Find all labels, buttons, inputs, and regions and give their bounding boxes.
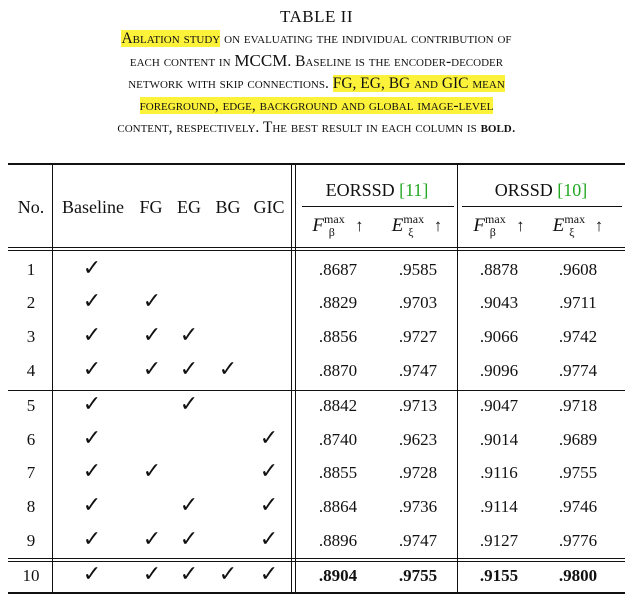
metric-value: .9736 xyxy=(398,497,438,516)
metric-value: .9747 xyxy=(398,361,438,380)
row-number: 5 xyxy=(26,396,36,415)
metric-eorssd-f: $F^{max}_\beta$ ↑ xyxy=(312,212,364,239)
best-rule-1 xyxy=(8,558,625,559)
metric-value: .9127 xyxy=(479,531,519,550)
check-icon: ✓ xyxy=(82,459,102,484)
caption-line-1: Ablation study on evaluating the individual contribution of xyxy=(121,30,512,47)
metric-value: .9755 xyxy=(398,566,438,585)
mccm-term: MCCM xyxy=(234,51,288,70)
arrow-up-icon: ↑ xyxy=(433,216,443,235)
col-rule-no xyxy=(52,165,53,593)
check-icon: ✓ xyxy=(82,256,102,281)
check-icon: ✓ xyxy=(82,493,102,518)
check-icon: ✓ xyxy=(82,426,102,451)
check-icon: ✓ xyxy=(259,493,279,518)
metric-value: .8878 xyxy=(479,260,519,279)
check-icon: ✓ xyxy=(218,357,238,382)
check-icon: ✓ xyxy=(179,527,199,552)
check-icon: ✓ xyxy=(259,426,279,451)
check-icon: ✓ xyxy=(142,562,162,587)
row-number: 9 xyxy=(26,531,36,550)
arrow-up-icon: ↑ xyxy=(594,216,604,235)
header-no: No. xyxy=(17,197,45,217)
metric-value: .8864 xyxy=(318,497,358,516)
metric-value: .9703 xyxy=(398,293,438,312)
caption-line-3: network with skip connections. FG, EG, BG and GIC mean xyxy=(128,75,505,92)
check-icon: ✓ xyxy=(259,527,279,552)
metric-value: .9728 xyxy=(398,463,438,482)
col-rule-dataset xyxy=(457,165,458,593)
subheader-rule-orssd xyxy=(462,206,622,207)
metric-value: .9742 xyxy=(558,327,598,346)
metric-eorssd-e: $E^{max}_\xi$ ↑ xyxy=(391,212,443,239)
check-icon: ✓ xyxy=(82,323,102,348)
metric-value: .9713 xyxy=(398,396,438,415)
row-number: 10 xyxy=(22,566,40,585)
metric-value: .8904 xyxy=(318,566,358,585)
check-icon: ✓ xyxy=(142,289,162,314)
header-baseline: Baseline xyxy=(62,197,124,217)
check-icon: ✓ xyxy=(142,527,162,552)
metric-value: .9155 xyxy=(479,566,519,585)
header-bg: BG xyxy=(215,197,241,217)
metric-value: .9689 xyxy=(558,430,598,449)
header-rule-2 xyxy=(8,250,625,251)
top-rule xyxy=(8,163,625,165)
row-number: 6 xyxy=(26,430,36,449)
check-icon: ✓ xyxy=(179,392,199,417)
metric-value: .9718 xyxy=(558,396,598,415)
metric-value: .9116 xyxy=(480,463,518,482)
metric-value: .9774 xyxy=(558,361,598,380)
metric-value: .9043 xyxy=(479,293,519,312)
metric-value: .8687 xyxy=(318,260,358,279)
metric-value: .9623 xyxy=(398,430,438,449)
check-icon: ✓ xyxy=(142,357,162,382)
check-icon: ✓ xyxy=(179,493,199,518)
row-number: 4 xyxy=(26,361,36,380)
orssd-citation: [10] xyxy=(557,180,588,200)
metric-value: .8842 xyxy=(318,396,358,415)
check-icon: ✓ xyxy=(259,562,279,587)
header-fg: FG xyxy=(139,197,163,217)
eorssd-citation: [11] xyxy=(399,180,429,200)
col-rule-config-2 xyxy=(295,165,296,593)
metric-value: .9746 xyxy=(558,497,598,516)
metric-value: .8855 xyxy=(318,463,358,482)
bottom-rule xyxy=(8,592,625,594)
check-icon: ✓ xyxy=(82,562,102,587)
check-icon: ✓ xyxy=(82,357,102,382)
table-label: TABLE II xyxy=(280,7,353,26)
metric-value: .9585 xyxy=(398,260,438,279)
metric-value: .8896 xyxy=(318,531,358,550)
header-eg: EG xyxy=(177,197,201,217)
check-icon: ✓ xyxy=(82,392,102,417)
metric-value: .9066 xyxy=(479,327,519,346)
metric-value: .9776 xyxy=(558,531,598,550)
metric-value: .9800 xyxy=(558,566,598,585)
header-gic: GIC xyxy=(253,197,285,217)
check-icon: ✓ xyxy=(142,323,162,348)
arrow-up-icon: ↑ xyxy=(516,216,525,235)
check-icon: ✓ xyxy=(142,459,162,484)
check-icon: ✓ xyxy=(179,323,199,348)
metric-value: .9755 xyxy=(558,463,598,482)
arrow-up-icon: ↑ xyxy=(355,216,364,235)
check-icon: ✓ xyxy=(179,357,199,382)
group-rule xyxy=(8,390,625,391)
caption-highlight-definitions: foreground, edge, background and global image-level xyxy=(139,97,494,114)
row-number: 1 xyxy=(26,260,36,279)
row-number: 7 xyxy=(26,463,36,482)
metric-value: .9608 xyxy=(558,260,598,279)
metric-value: .8829 xyxy=(318,293,358,312)
header-orssd: ORSSD [10] xyxy=(494,180,588,200)
metric-orssd-f: $F^{max}_\beta$ ↑ xyxy=(473,212,525,239)
metric-value: .9096 xyxy=(479,361,519,380)
metric-value: .8870 xyxy=(318,361,358,380)
metric-value: .8740 xyxy=(318,430,358,449)
row-number: 8 xyxy=(26,497,36,516)
row-number: 2 xyxy=(26,293,36,312)
check-icon: ✓ xyxy=(218,562,238,587)
check-icon: ✓ xyxy=(259,459,279,484)
check-icon: ✓ xyxy=(179,562,199,587)
check-icon: ✓ xyxy=(82,289,102,314)
metric-value: .9747 xyxy=(398,531,438,550)
metric-orssd-e: $E^{max}_\xi$ ↑ xyxy=(552,212,604,239)
caption-highlight-ablation: Ablation study xyxy=(121,30,221,47)
metric-value: .9014 xyxy=(479,430,519,449)
metric-value: .9114 xyxy=(480,497,518,516)
caption-line-5: content, respectively. The best result in each column is bold. xyxy=(117,119,516,136)
col-rule-config-1 xyxy=(291,165,292,593)
metric-value: .8856 xyxy=(318,327,358,346)
metric-value: .9047 xyxy=(479,396,519,415)
metric-value: .9727 xyxy=(398,327,438,346)
subheader-rule-eorssd xyxy=(302,206,454,207)
caption-highlight-abbrev: FG, EG, BG and GIC mean xyxy=(332,75,505,92)
check-icon: ✓ xyxy=(82,527,102,552)
metric-value: .9711 xyxy=(559,293,597,312)
caption-line-2: each content in MCCM. Baseline is the encoder-decoder xyxy=(129,51,504,70)
header-eorssd: EORSSD [11] xyxy=(325,180,429,200)
header-rule-1 xyxy=(8,247,625,248)
row-number: 3 xyxy=(26,327,36,346)
